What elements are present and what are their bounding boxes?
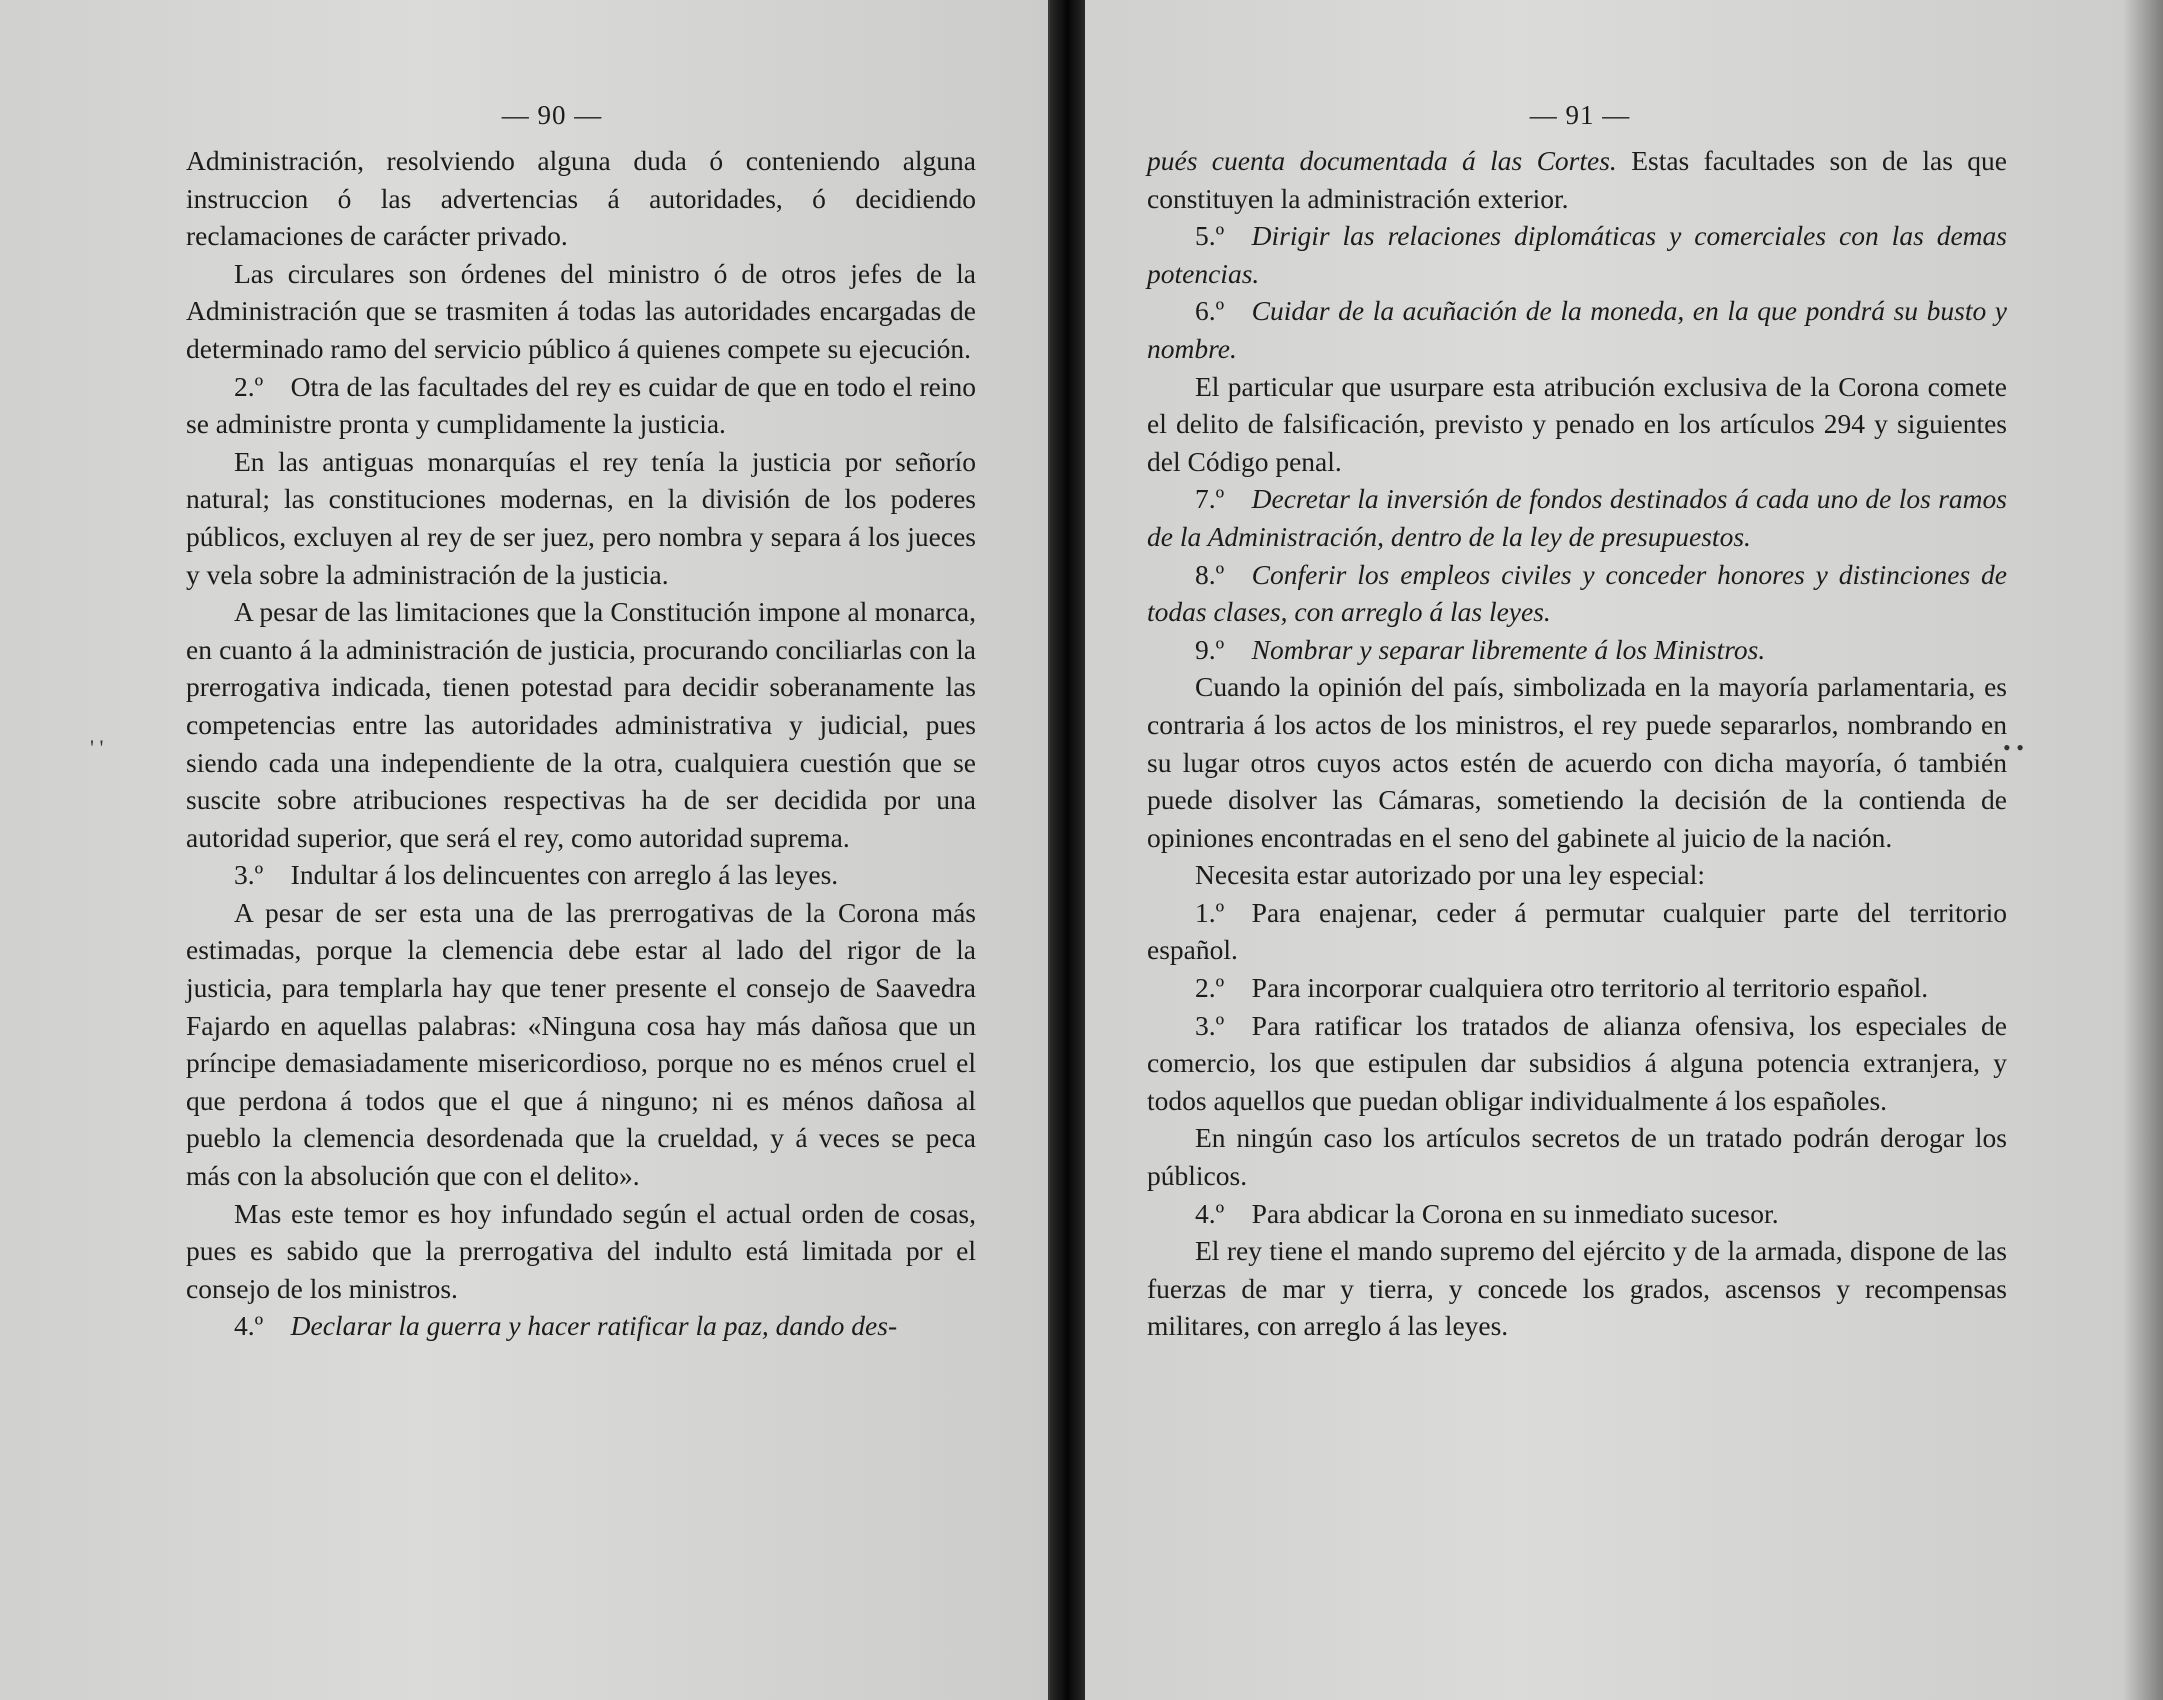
paragraph-text: El particular que usurpare esta atribución exclusiva de la Corona comete el delito de falsificación, previsto y penado en los artículos 294 y siguientes del Código penal. — [1147, 370, 2007, 477]
paragraph — [1147, 1119, 2007, 1194]
paragraph — [1147, 556, 2007, 631]
item-number: 8.º — [1195, 558, 1225, 590]
page-edge-shadow — [2123, 0, 2163, 1700]
paragraph-text: Para ratificar los tratados de alianza ofensiva, los especiales de comercio, los que estipulen dar subsidios á alguna potencia extranjera, y todos aquellos que puedan obligar individualmente á los españoles. — [1147, 1009, 2007, 1116]
item-number: 2.º — [1195, 972, 1225, 1004]
margin-mark: • • — [2003, 735, 2024, 760]
italic-text: Cuidar de la acuñación de la moneda, en la que pondrá su busto y nombre. — [1147, 295, 2007, 364]
italic-text: Dirigir las relaciones diplomáticas y comerciales con las demas potencias. — [1147, 220, 2007, 289]
paragraph — [1147, 631, 2007, 669]
paragraph — [1147, 1007, 2007, 1120]
paragraph-text: Mas este temor es hoy infundado según el actual orden de cosas, pues es sabido que la prerrogativa del indulto está limitada por el consejo de los ministros. — [186, 1197, 976, 1304]
italic-text: Nombrar y separar libremente á los Ministros. — [1251, 633, 1766, 665]
paragraph-text: Estas facultades son de las que constituyen la administración exterior. — [1147, 145, 2007, 214]
paragraph-text: Necesita estar autorizado por una ley especial: — [1195, 859, 1706, 891]
right-page — [1085, 0, 2163, 1700]
paragraph — [1147, 969, 2007, 1007]
paragraph — [186, 1195, 976, 1308]
page-text — [1147, 142, 2007, 1345]
paragraph — [1147, 368, 2007, 481]
paragraph — [186, 255, 976, 368]
paragraph-text: El rey tiene el mando supremo del ejército y de la armada, dispone de las fuerzas de mar y tierra, y concede los grados, ascensos y recompensas militares, con arreglo á las leyes. — [1147, 1235, 2007, 1342]
italic-text: Conferir los empleos civiles y conceder honores y distinciones de todas clases, con arreglo á las leyes. — [1147, 558, 2007, 628]
paragraph — [186, 894, 976, 1195]
paragraph-text: En las antiguas monarquías el rey tenía la justicia por señorío natural; las constituciones modernas, en la división de los poderes públicos, excluyen al rey de ser juez, pero nombra y separa á los jueces y vela sobre la administración de la justicia. — [186, 445, 976, 590]
item-number: 1.º — [1195, 896, 1225, 928]
paragraph-text: Para enajenar, ceder á permutar cualquier parte del territorio español. — [1147, 896, 2007, 966]
paragraph — [1147, 142, 2007, 217]
item-number: 6.º — [1195, 295, 1225, 327]
page-number: — 90 — — [501, 100, 603, 130]
paragraph-text: A pesar de las limitaciones que la Constitución impone al monarca, en cuanto á la administración de justicia, procurando conciliarlas con la prerrogativa indicada, tienen potestad para decidir soberanamente las competencias entre las autoridades administrativa y judicial, pues siendo cada una independiente de la otra, cualquiera cuestión que se suscite sobre atribuciones respectivas ha de ser decidida por una autoridad superior, que será el rey, como autoridad suprema. — [186, 596, 976, 853]
paragraph — [1147, 292, 2007, 367]
paragraph-text: Administración, resolviendo alguna duda ó conteniendo alguna instruccion ó las advertencias á autoridades, ó decidiendo reclamaciones de carácter privado. — [186, 145, 976, 252]
paragraph-text: Indultar á los delincuentes con arreglo á las leyes. — [290, 859, 839, 891]
paragraph — [1147, 1195, 2007, 1233]
paragraph-text: En ningún caso los artículos secretos de un tratado podrán derogar los públicos. — [1147, 1122, 2007, 1192]
paragraph — [186, 368, 976, 443]
italic-text: pués cuenta documentada á las Cortes. — [1147, 145, 1617, 176]
item-number: 4.º — [1195, 1197, 1225, 1229]
paragraph-text: Para abdicar la Corona en su inmediato sucesor. — [1251, 1197, 1779, 1229]
item-number: 7.º — [1195, 483, 1225, 515]
paragraph — [1147, 856, 2007, 894]
paragraph — [1147, 894, 2007, 969]
item-number: 9.º — [1195, 633, 1225, 665]
page-number: — 91 — — [1529, 100, 1631, 130]
paragraph-text: Otra de las facultades del rey es cuidar de que en todo el reino se administre pronta y cumplidamente la justicia. — [186, 370, 976, 440]
paragraph — [186, 443, 976, 593]
left-page — [0, 0, 1050, 1700]
paragraph-text: Para incorporar cualquiera otro territorio al territorio español. — [1251, 972, 1929, 1004]
item-number: 3.º — [1195, 1009, 1225, 1041]
paragraph — [1147, 1232, 2007, 1345]
margin-mark: ' ' — [90, 735, 104, 760]
italic-text: Declarar la guerra y hacer ratificar la paz, dando des- — [290, 1310, 898, 1342]
item-number: 4.º — [234, 1310, 264, 1342]
paragraph — [186, 142, 976, 255]
book-gutter — [1050, 0, 1085, 1700]
item-number: 5.º — [1195, 220, 1225, 252]
paragraph-text: A pesar de ser esta una de las prerrogativas de la Corona más estimadas, porque la clemencia debe estar al lado del rigor de la justicia, para templarla hay que tener presente el consejo de Saavedra Fajardo en aquellas palabras: «Ninguna cosa hay más dañosa que un príncipe demasiadamente misericordioso, porque no es ménos cruel el que perdona á todos que el que á ninguno; ni es ménos dañosa al pueblo la clemencia desordenada que la crueldad, y á veces se peca más con la absolución que con el delito». — [186, 896, 976, 1192]
item-number: 3.º — [234, 859, 264, 891]
paragraph — [186, 593, 976, 856]
paragraph — [1147, 668, 2007, 856]
paragraph-text: Las circulares son órdenes del ministro ó de otros jefes de la Administración que se trasmiten á todas las autoridades encargadas de determinado ramo del servicio público á quienes compete su ejecución. — [186, 257, 976, 364]
paragraph — [186, 856, 976, 894]
paragraph — [186, 1307, 976, 1345]
page-text — [186, 142, 976, 1345]
paragraph — [1147, 480, 2007, 555]
item-number: 2.º — [234, 370, 264, 402]
italic-text: Decretar la inversión de fondos destinados á cada uno de los ramos de la Administración, dentro de la ley de presupuestos. — [1147, 483, 2007, 552]
paragraph-text: Cuando la opinión del país, simbolizada en la mayoría parlamentaria, es contraria á los actos de los ministros, el rey puede separarlos, nombrando en su lugar otros cuyos actos estén de acuerdo con dicha mayoría, ó también puede disolver las Cámaras, sometiendo la decisión de la contienda de opiniones encontradas en el seno del gabinete al juicio de la nación. — [1147, 671, 2007, 853]
paragraph — [1147, 217, 2007, 292]
